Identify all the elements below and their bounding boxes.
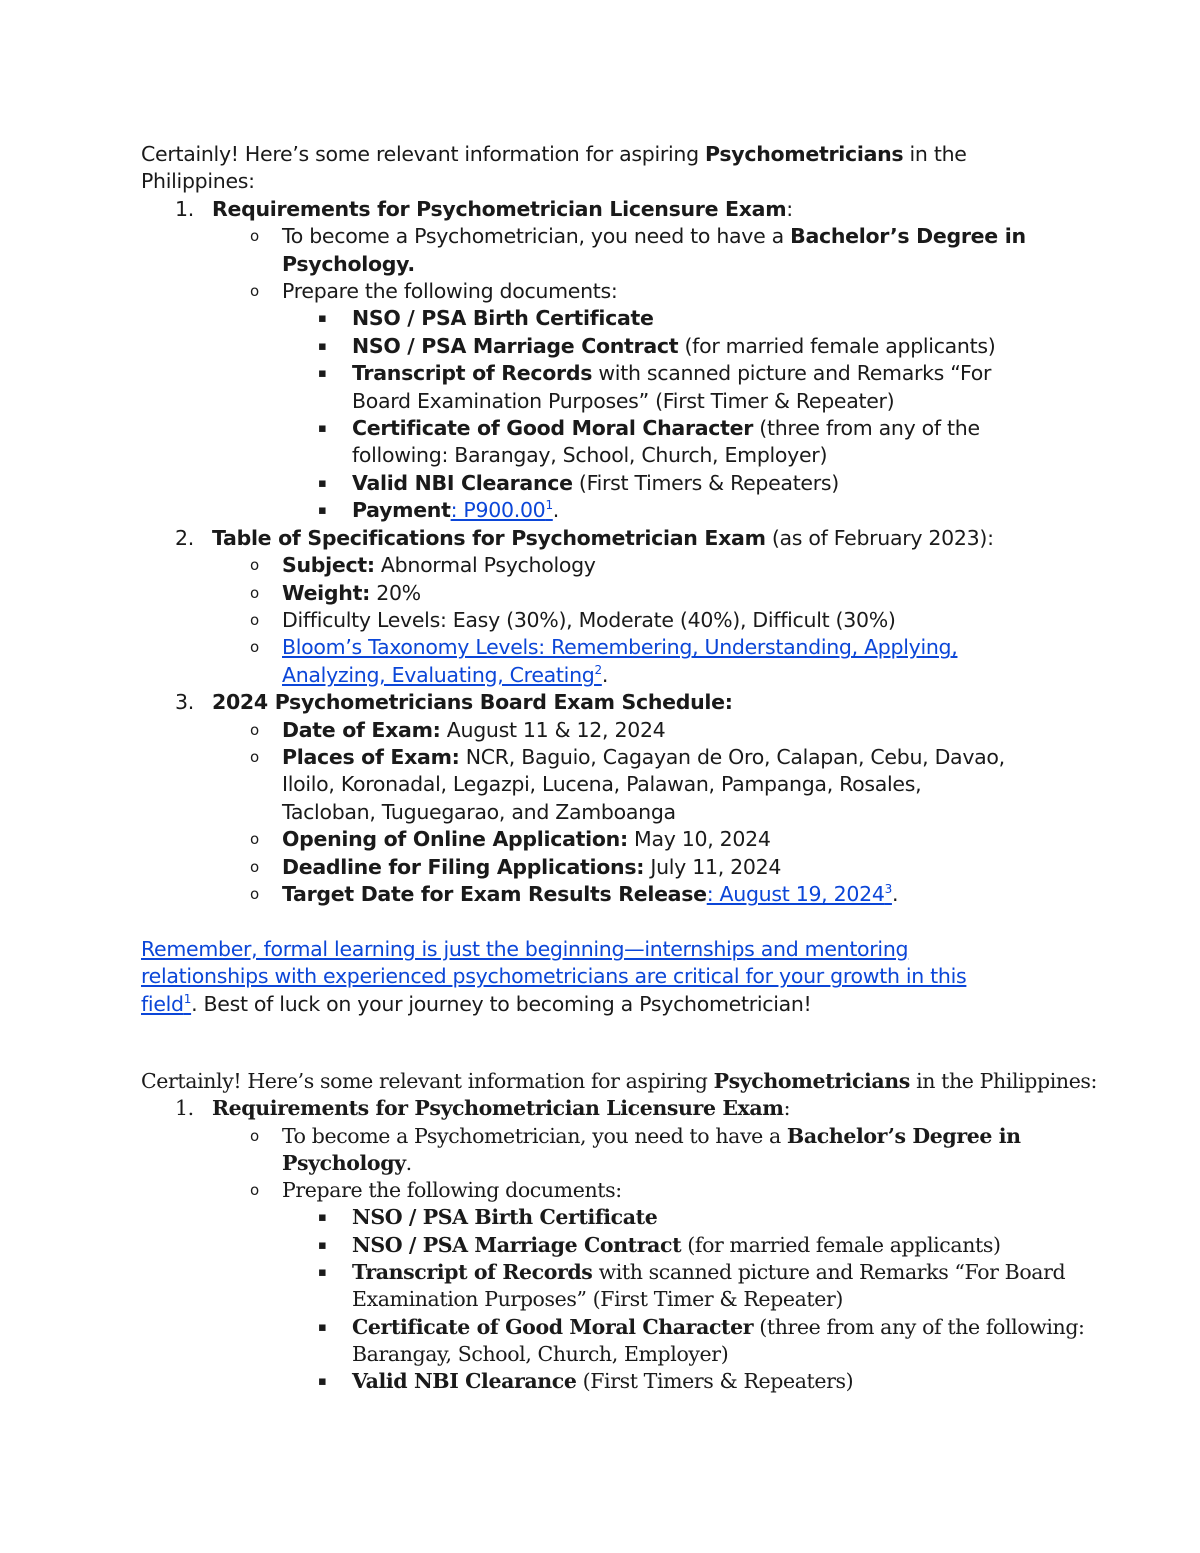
- circle-bullet-icon: o: [250, 556, 259, 575]
- square-bullet-icon: ▪: [318, 1237, 327, 1253]
- doc-item-birth-serif: ▪ NSO / PSA Birth Certificate: [141, 1204, 1061, 1231]
- circle-bullet-icon: o: [250, 857, 259, 876]
- sub-item-subject: o Subject: Abnormal Psychology: [141, 552, 1041, 579]
- results-link[interactable]: : August 19, 2024$^3$: [706, 881, 892, 906]
- sub-item-opening: o Opening of Online Application: May 10, 2024: [141, 826, 1041, 853]
- sub-item-bloom-cont: Analyzing, Evaluating, Creating$^2$.: [282, 662, 609, 687]
- closing-paragraph-end: field$^1$. Best of luck on your journey to becoming a Psychometrician!: [141, 991, 812, 1016]
- sub-item-results: o Target Date for Exam Results Release: August 19, 2024$^3$.: [141, 881, 1041, 908]
- square-bullet-icon: ▪: [318, 1319, 327, 1335]
- doc-item-gmc-cont: following: Barangay, School, Church, Employer): [352, 443, 828, 468]
- doc-item-tor-cont: Board Examination Purposes” (First Timer & Repeater): [352, 388, 895, 413]
- spacer: [141, 908, 1041, 935]
- doc-item-marriage-serif: ▪ NSO / PSA Marriage Contract (for married female applicants): [141, 1232, 1061, 1259]
- doc-item-tor-cont-serif: Examination Purposes” (First Timer & Repeater): [352, 1287, 843, 1312]
- list-item-requirements: 1. Requirements for Psychometrician Licensure Exam:: [175, 196, 793, 221]
- doc-item-nbi-serif: ▪ Valid NBI Clearance (First Timers & Repeaters): [141, 1368, 1061, 1395]
- square-bullet-icon: ▪: [318, 1265, 327, 1281]
- closing-paragraph-cont: [141, 963, 1041, 990]
- square-bullet-icon: ▪: [318, 311, 327, 327]
- sub-item-difficulty: o Difficulty Levels: Easy (30%), Moderate (40%), Difficult (30%): [141, 607, 1041, 634]
- sub-item-degree: o To become a Psychometrician, you need to have a Bachelor’s Degree in: [141, 223, 1041, 250]
- closing-paragraph: [141, 936, 1041, 963]
- sub-item-prepare: o Prepare the following documents:: [141, 278, 1041, 305]
- doc-item-birth: ▪ NSO / PSA Birth Certificate: [141, 305, 1041, 332]
- sub-item-degree-cont-serif: Psychology.: [282, 1150, 412, 1175]
- payment-link[interactable]: : P900.00$^1$: [450, 498, 553, 523]
- document-section-sans: [141, 141, 1041, 1018]
- closing-link-end[interactable]: field$^1$: [141, 991, 192, 1016]
- bloom-link[interactable]: Bloom’s Taxonomy Levels: Remembering, Understanding, Applying,: [282, 635, 958, 660]
- sub-item-weight: o Weight: 20%: [141, 580, 1041, 607]
- circle-bullet-icon: o: [250, 282, 259, 301]
- square-bullet-icon: ▪: [318, 421, 327, 437]
- doc-item-gmc-serif: ▪ Certificate of Good Moral Character (three from any of the following:: [141, 1314, 1061, 1341]
- bloom-link-cont[interactable]: Analyzing, Evaluating, Creating$^2$: [282, 662, 602, 687]
- doc-item-gmc: ▪ Certificate of Good Moral Character (three from any of the: [141, 415, 1041, 442]
- doc-item-tor-serif: ▪ Transcript of Records with scanned picture and Remarks “For Board: [141, 1259, 1061, 1286]
- circle-bullet-icon: o: [250, 720, 259, 739]
- sub-item-degree-serif: o To become a Psychometrician, you need to have a Bachelor’s Degree in: [141, 1123, 1061, 1150]
- sub-item-date: o Date of Exam: August 11 & 12, 2024: [141, 717, 1041, 744]
- sub-item-prepare-serif: o Prepare the following documents:: [141, 1177, 1061, 1204]
- circle-bullet-icon: o: [250, 1181, 259, 1200]
- list-item-schedule: 3. 2024 Psychometricians Board Exam Schedule:: [175, 690, 733, 715]
- sub-item-bloom: [141, 634, 1041, 661]
- intro-paragraph-cont: Philippines:: [141, 169, 255, 194]
- circle-bullet-icon: o: [250, 610, 259, 629]
- doc-item-tor: ▪ Transcript of Records with scanned picture and Remarks “For: [141, 360, 1041, 387]
- square-bullet-icon: ▪: [318, 503, 327, 519]
- closing-link-cont[interactable]: relationships with experienced psychometricians are critical for your growth in this: [141, 964, 967, 989]
- doc-item-nbi: ▪ Valid NBI Clearance (First Timers & Repeaters): [141, 470, 1041, 497]
- square-bullet-icon: ▪: [318, 475, 327, 491]
- intro-paragraph-serif: Certainly! Here’s some relevant information for aspiring Psychometricians in the Philippines:: [141, 1069, 1098, 1093]
- closing-link[interactable]: Remember, formal learning is just the beginning—internships and mentoring: [141, 936, 909, 961]
- circle-bullet-icon: o: [250, 884, 259, 903]
- circle-bullet-icon: o: [250, 227, 259, 246]
- doc-item-marriage: ▪ NSO / PSA Marriage Contract (for married female applicants): [141, 333, 1041, 360]
- intro-paragraph: Certainly! Here’s some relevant information for aspiring Psychometricians in the: [141, 142, 967, 166]
- sub-item-places: o Places of Exam: NCR, Baguio, Cagayan de Oro, Calapan, Cebu, Davao,: [141, 744, 1041, 771]
- doc-item-payment: ▪ Payment: P900.00$^1$.: [141, 497, 1041, 524]
- list-item-requirements-serif: 1. Requirements for Psychometrician Licensure Exam:: [175, 1096, 791, 1121]
- square-bullet-icon: ▪: [318, 366, 327, 382]
- sub-item-places-cont: Iloilo, Koronadal, Legazpi, Lucena, Palawan, Pampanga, Rosales,: [282, 772, 922, 797]
- list-item-tos: 2. Table of Specifications for Psychometrician Exam (as of February 2023):: [175, 525, 994, 550]
- document-section-serif: [141, 1068, 1098, 1396]
- sub-item-deadline: o Deadline for Filing Applications: July 11, 2024: [141, 854, 1041, 881]
- square-bullet-icon: ▪: [318, 1374, 327, 1390]
- square-bullet-icon: ▪: [318, 338, 327, 354]
- sub-item-places-cont2: Tacloban, Tuguegarao, and Zamboanga: [282, 799, 676, 824]
- sub-item-degree-cont: Psychology.: [282, 251, 415, 276]
- doc-item-gmc-cont-serif: Barangay, School, Church, Employer): [352, 1341, 729, 1366]
- circle-bullet-icon: o: [250, 638, 259, 657]
- square-bullet-icon: ▪: [318, 1210, 327, 1226]
- circle-bullet-icon: o: [250, 583, 259, 602]
- circle-bullet-icon: o: [250, 1126, 259, 1145]
- circle-bullet-icon: o: [250, 747, 259, 766]
- circle-bullet-icon: o: [250, 830, 259, 849]
